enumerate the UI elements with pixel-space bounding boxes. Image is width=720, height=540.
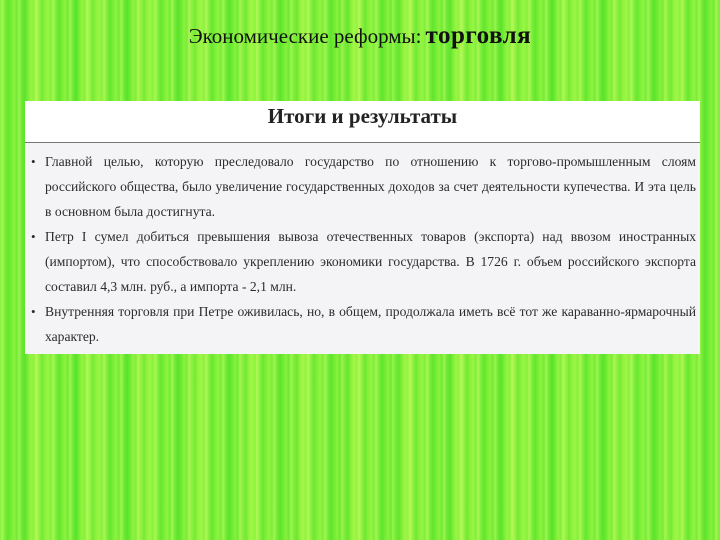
bullet-icon: • [31, 229, 36, 244]
bullet-item [29, 224, 696, 299]
results-panel [25, 101, 700, 354]
bullet-text: Петр I сумел добиться превышения вывоза отечественных товаров (экспорта) над ввозом иностранных (импортом), что способствовало укреплению экономики государства. В 1726 г. объем российского экспорта составил 4,3 млн. руб., а импорта - 2,1 млн. [45, 229, 696, 294]
title-main: Экономические реформы: [188, 24, 422, 48]
bullet-item [29, 149, 696, 224]
bullet-list [25, 143, 700, 349]
bullet-text: Главной целью, которую преследовало государство по отношению к торгово-промышленным слоям российского общества, было увеличение государственных доходов за счет деятельности купечества. И эта цель в основном была достигнута. [45, 154, 696, 219]
bullet-item [29, 299, 696, 349]
bullet-icon: • [31, 154, 36, 169]
bullet-icon: • [31, 304, 36, 319]
title-sub: торговля [425, 22, 532, 49]
bullet-text: Внутренняя торговля при Петре оживилась, но, в общем, продолжала иметь всё тот же караванно-ярмарочный характер. [45, 304, 696, 344]
slide-title [0, 22, 720, 50]
panel-header: Итоги и результаты [25, 101, 700, 143]
